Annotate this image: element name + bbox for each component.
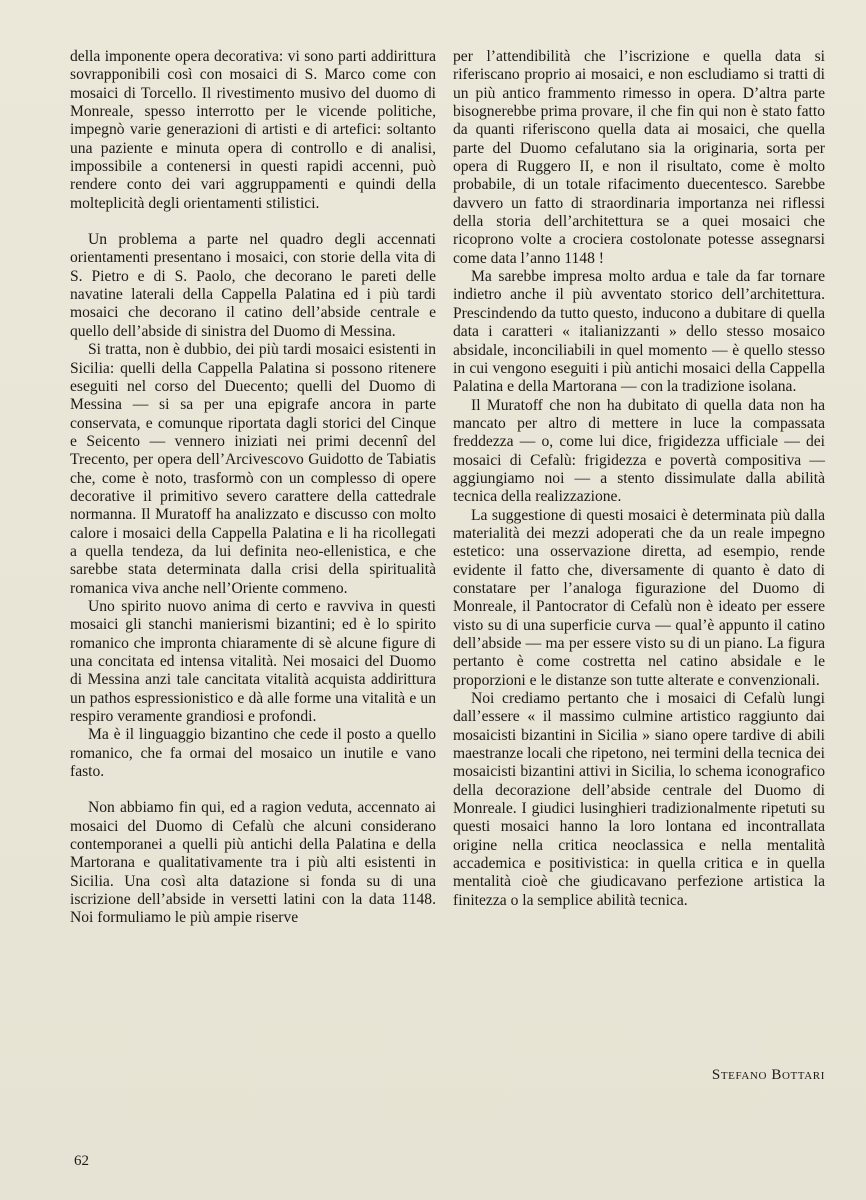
- left-text-column: [70, 48, 436, 928]
- paragraph: Un problema a parte nel quadro degli accennati orientamenti presentano i mosaici, con storie della vita di S. Pietro e di S. Paolo, che decorano le pareti delle navatine laterali della Cappella Palatina ed i più tardi mosaici che decorano il catino dell’abside centrale e quello dell’abside di sinistra del Duomo di Messina.: [70, 231, 436, 340]
- paragraph: per l’attendibilità che l’iscrizione e quella data si riferiscano proprio ai mosaici, e non escludiamo si tratti di un più antico frammento rimesso in opera. D’altra parte bisognerebbe prima provare, il che fin qui non è stato fatto da quanti riferiscono quella data ai mosaici, che quella parte del Duomo cefalutano sia la originaria, sorta per opera di Ruggero II, e non il risultato, come è molto probabile, di un totale rifacimento duecentesco. Sarebbe davvero un fatto di straordinaria importanza nei riflessi della storia dell’architettura se a quei mosaici che ricoprono volte a crociera costolonate potesse assegnarsi come data l’anno 1148 !: [453, 48, 825, 267]
- author-signature: Stefano Bottari: [711, 1067, 825, 1083]
- paragraph: La suggestione di questi mosaici è determinata più dalla materialità dei mezzi adoperati che da un reale impegno estetico: una osservazione diretta, ad esempio, rende evidente il fatto che, diversamente di quanto è dato di constatare per l’analoga figurazione del Duomo di Monreale, il Pantocrator di Cefalù non è ideato per essere visto su di una superficie curva — qual’è appunto il catino dell’abside — ma per essere visto su di un piano. La figura pertanto è come costretta nel catino absidale e le proporzioni e le distanze son tutte alterate e convenzionali.: [453, 506, 825, 689]
- paragraph: Non abbiamo fin qui, ed a ragion veduta, accennato ai mosaici del Duomo di Cefalù che alcuni considerano contemporanei a quelli più antichi della Palatina e della Martorana e qualitativamente tra i più alti esistenti in Sicilia. Una così alta datazione si fonda su di una iscrizione dell’abside in versetti latini con la data 1148. Noi formuliamo le più ampie riserve: [70, 799, 436, 927]
- paragraph: Ma sarebbe impresa molto ardua e tale da far tornare indietro anche il più avventato storico dell’architettura. Prescindendo da tutto questo, inducono a dubitare di quella data i caratteri « italianizzanti » dello stesso mosaico absidale, inconciliabili in quel momento — è quello stesso in cui vengono eseguiti i più antichi mosaici della Cappella Palatina e della Martorana — con la tradizione isolana.: [453, 268, 825, 396]
- paragraph: della imponente opera decorativa: vi sono parti addirittura sovrapponibili così con mosaici di S. Marco come con mosaici di Torcello. Il rivestimento musivo del duomo di Monreale, spesso interrotto per le vicende politiche, impegnò varie generazioni di artisti e di artefici: soltanto una paziente e minuta opera di controllo e di analisi, impossibile a contenersi in questi rapidi accenni, può rendere conto dei vari aggruppamenti e quindi della molteplicità degli orientamenti stilistici.: [70, 48, 436, 212]
- paragraph: Uno spirito nuovo anima di certo e ravviva in questi mosaici gli stanchi manierismi bizantini; ed è lo spirito romanico che impronta chiaramente di sè alcune figure di una concitata ed intensa vitalità. Nei mosaici del Duomo di Messina anzi tale cancitata vitalità acquista addirittura un pathos espressionistico e dà alle forme una vitalità e un respiro veramente grandiosi e profondi.: [70, 597, 436, 726]
- paragraph: Si tratta, non è dubbio, dei più tardi mosaici esistenti in Sicilia: quelli della Cappella Palatina si possono ritenere eseguiti nel corso del Duecento; quelli del Duomo di Messina — si sa per una epigrafe ancora in parte conservata, e comunque riportata dagli storici del Cinque e Seicento — vennero iniziati nei primi decennî del Trecento, per opera dell’Arcivescovo Guidotto de Tabiatis che, come è noto, trasformò con un complesso di opere decorative il primitivo severo carattere della cattedrale normanna. Il Muratoff ha analizzato e discusso con molto calore i mosaici della Cappella Palatina e li ha ricollegati a quella tendeza, da lui definita neo-ellenistica, e che sarebbe stata determinata dalla crisi della spiritualità romanica viva anche nell’Oriente commeno.: [70, 341, 436, 597]
- paragraph: Noi crediamo pertanto che i mosaici di Cefalù lungi dall’essere « il massimo culmine artistico raggiunto dai mosaicisti bizantini in Sicilia » siano opere tardive di abili maestranze locali che ripetono, nei termini della tecnica dei mosaicisti bizantini attivi in Sicilia, lo schema iconografico della decorazione dell’abside centrale del Duomo di Monreale. I giudici lusinghieri tradizionalmente ripetuti su questi mosaici hanno la loro lontana ed incontrallata origine nella critica neoclassica e nella mentalità accademica e positivistica: in quella critica e in quella mentalità cioè che giudicavano perfezione artistica la finitezza o la semplice abilità tecnica.: [453, 690, 825, 909]
- right-text-column: [453, 48, 825, 910]
- paragraph: Il Muratoff che non ha dubitato di quella data non ha mancato per altro di mettere in luce la compassata freddezza — o, come lui dice, frigidezza ufficiale — dei mosaici di Cefalù: frigidezza e povertà compositiva — aggiungiamo noi — a stento dissimulate dalla abilità tecnica della realizzazione.: [453, 396, 825, 506]
- page-number: 62: [74, 1153, 89, 1169]
- paragraph: Ma è il linguaggio bizantino che cede il posto a quello romanico, che fa ormai del mosaico un inutile e vano fasto.: [70, 726, 436, 781]
